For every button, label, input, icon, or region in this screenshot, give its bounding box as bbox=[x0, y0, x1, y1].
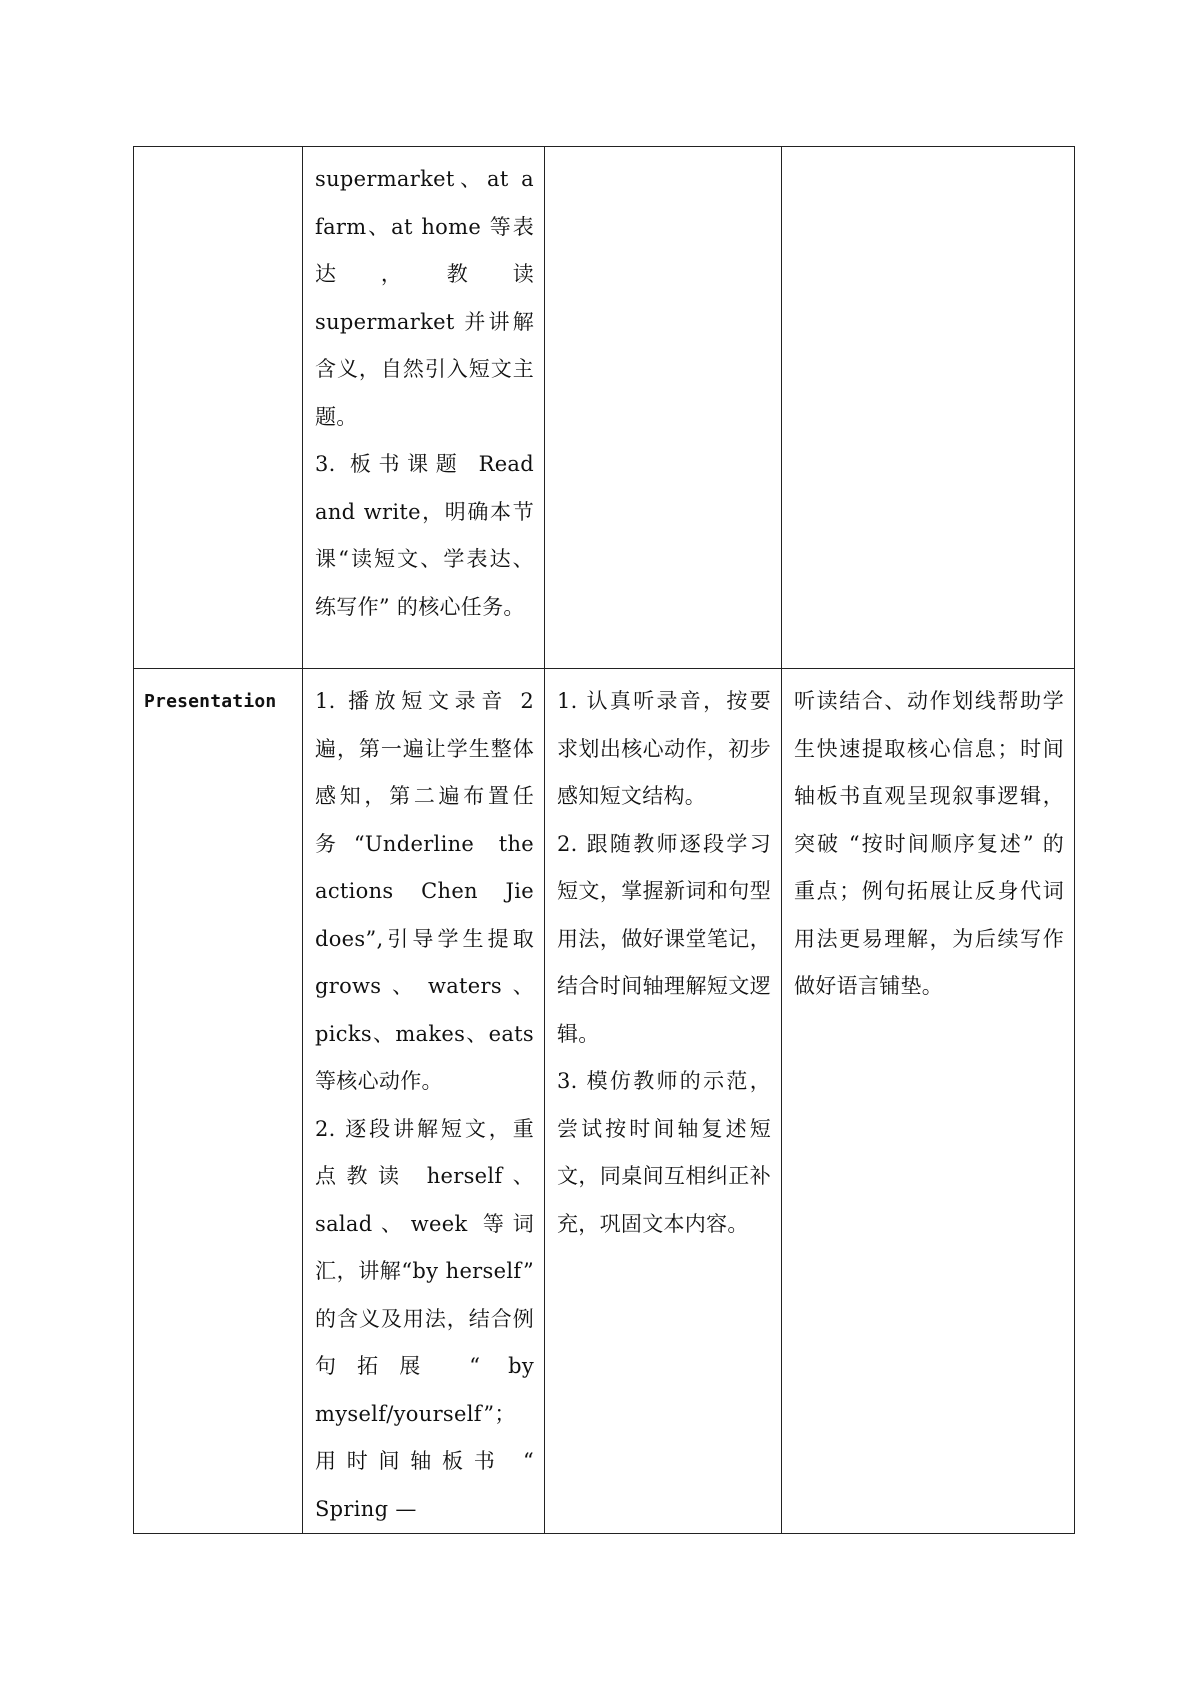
teacher-activity-cell-continued bbox=[303, 147, 545, 669]
stage-label bbox=[134, 147, 302, 156]
design-intent-paragraph: 听读结合、动作划线帮助学生快速提取核心信息；时间轴板书直观呈现叙事逻辑，突破 “按时间顺序复述” 的重点；例句拓展让反身代词用法更易理解，为后续写作做好语言铺垫。 bbox=[794, 689, 1064, 998]
lesson-plan-table bbox=[133, 146, 1075, 1534]
teacher-activity-cell-presentation bbox=[303, 669, 545, 1534]
student-activity-cell-presentation bbox=[545, 669, 782, 1534]
design-intent-cell-continued bbox=[782, 147, 1075, 669]
stage-cell-presentation bbox=[134, 669, 303, 1534]
table-row-presentation bbox=[134, 669, 1075, 1534]
teacher-activity-paragraph: 2. 逐段讲解短文，重点教读 herself、salad、week 等词汇，讲解“by herself” 的含义及用法，结合例句拓展 “ by myself/yourself”；用时间轴板书 “ Spring — bbox=[315, 1116, 534, 1521]
student-activity-paragraph: 1. 认真听录音，按要求划出核心动作，初步感知短文结构。 bbox=[557, 689, 771, 808]
student-activity-paragraph: 2. 跟随教师逐段学习短文，掌握新词和句型用法，做好课堂笔记，结合时间轴理解短文逻辑。 bbox=[557, 831, 771, 1046]
stage-cell-continued bbox=[134, 147, 303, 669]
student-activity-paragraph: 3. 模仿教师的示范，尝试按时间轴复述短文，同桌间互相纠正补充，巩固文本内容。 bbox=[557, 1069, 771, 1236]
teacher-activity-paragraph: supermarket、at a farm、at home 等表达，教读 supermarket 并讲解含义，自然引入短文主题。 bbox=[315, 167, 534, 429]
design-intent-cell-presentation bbox=[782, 669, 1075, 1534]
table-row-continued bbox=[134, 147, 1075, 669]
stage-label: Presentation bbox=[144, 691, 277, 712]
teacher-activity-paragraph: 1. 播放短文录音 2 遍，第一遍让学生整体感知，第二遍布置任务“Underline the actions Chen Jie does”,引导学生提取 grows 、 waters 、 picks、makes、eats 等核心动作。 bbox=[315, 689, 534, 1093]
student-activity-cell-continued bbox=[545, 147, 782, 669]
teacher-activity-paragraph: 3. 板书课题 Read and write，明确本节课“读短文、学表达、练写作” 的核心任务。 bbox=[315, 452, 534, 619]
